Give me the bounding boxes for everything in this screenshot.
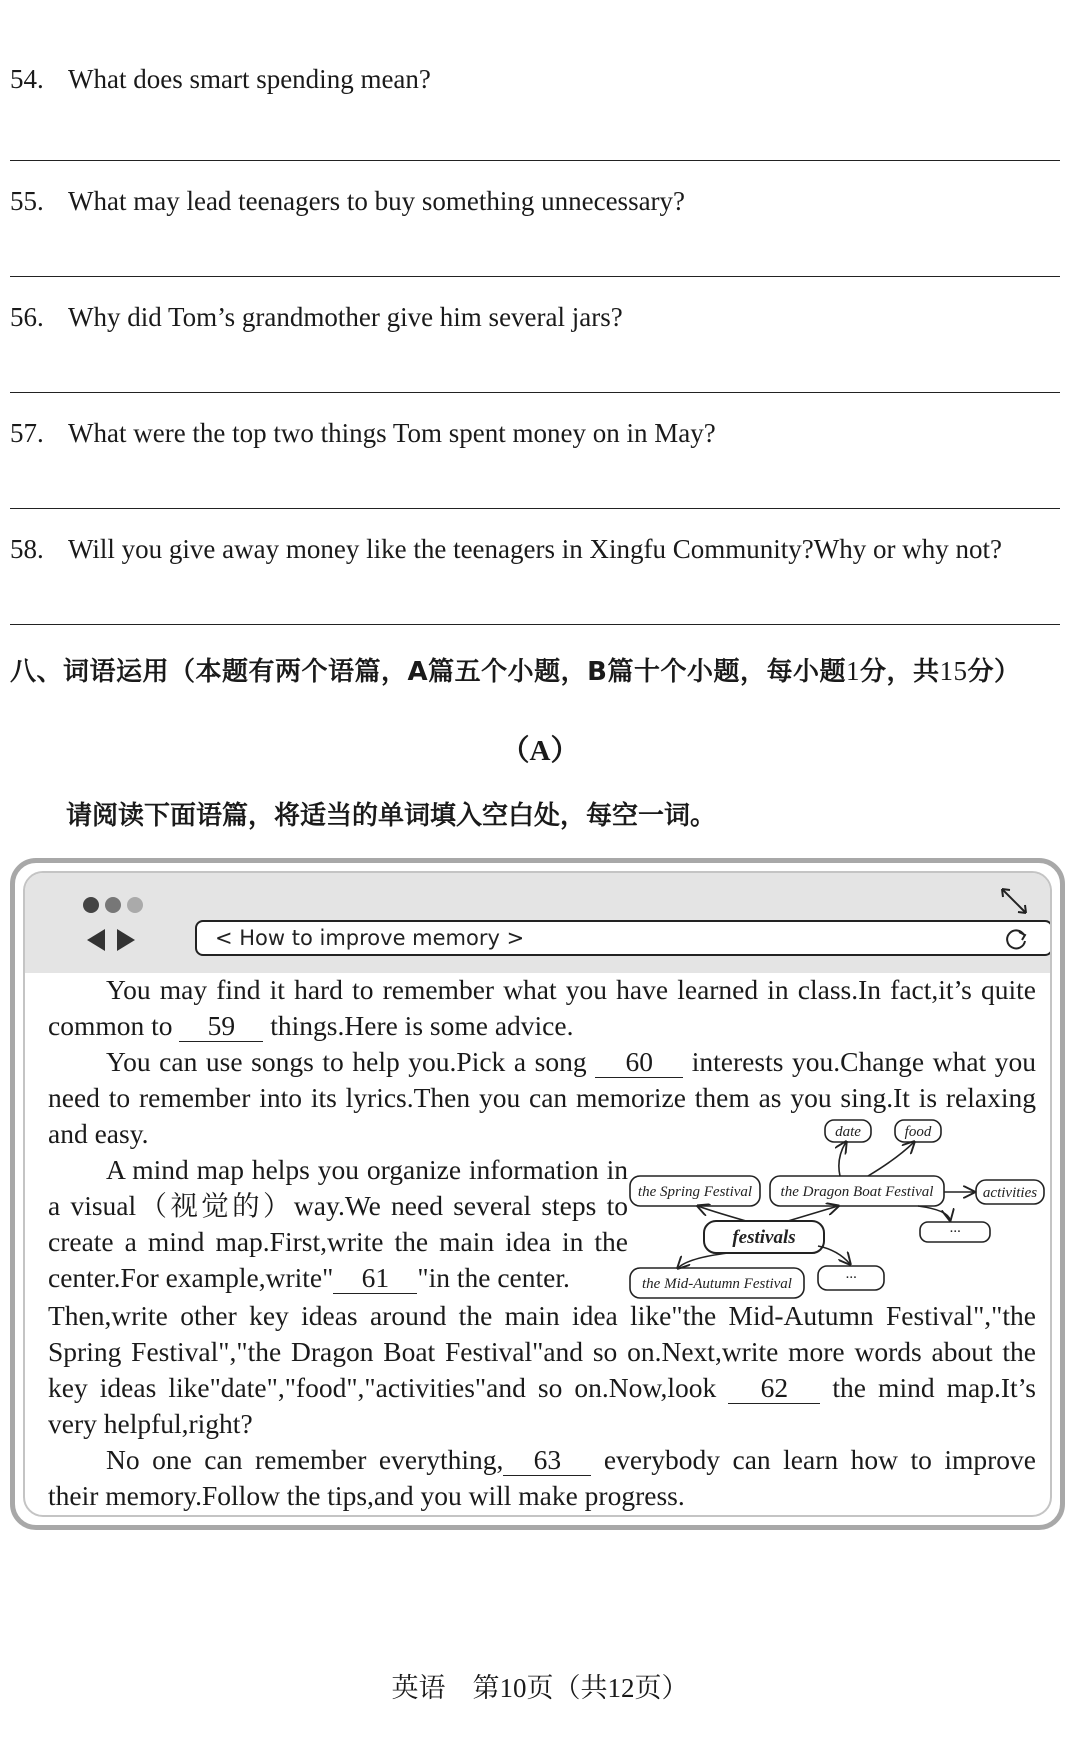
question-number: 57.	[10, 418, 44, 448]
mm-label-spring: the Spring Festival	[637, 1184, 753, 1200]
passage-text: A mind map helps you organize information in a visual（视觉的）way.We need several steps to create a mind map.First,write the main idea in the center.For example,write"	[48, 1154, 628, 1293]
blank-number: 62	[760, 1372, 789, 1403]
question-57	[10, 418, 716, 448]
part-label: （A）	[500, 735, 580, 767]
question-number: 58.	[10, 534, 44, 564]
page-footer: 英语 第10页（共12页）	[391, 1673, 689, 1703]
passage-text: everybody can learn how to improve their memory.Follow the tips,and you will make progress.	[48, 1444, 1036, 1511]
blank-number: 60	[625, 1046, 653, 1077]
blank-60[interactable]	[595, 1047, 683, 1078]
mm-label-more: ···	[845, 1270, 857, 1286]
section-title-suffix: 分）	[967, 657, 1021, 687]
blank-number: 63	[533, 1444, 562, 1475]
mind-map	[628, 1118, 1048, 1304]
section-title-total: 15	[939, 656, 968, 686]
window-dot-icon[interactable]	[127, 897, 143, 913]
address-text: < How to improve memory >	[215, 926, 525, 950]
paragraph-4	[48, 1442, 1036, 1514]
question-text: Why did Tom’s grandmother give him several jars?	[68, 302, 623, 332]
window-dot-icon[interactable]	[83, 897, 99, 913]
answer-line-55[interactable]	[10, 276, 1060, 277]
browser-toolbar	[25, 873, 1050, 973]
question-text: What does smart spending mean?	[68, 64, 431, 94]
blank-number: 61	[361, 1262, 390, 1293]
blank-61[interactable]	[333, 1263, 417, 1294]
passage-text: You may find it hard to remember what you have learned in class.In fact,it’s quite common to	[48, 974, 1036, 1041]
question-56	[10, 302, 623, 332]
answer-line-54[interactable]	[10, 160, 1060, 161]
mm-label-food: food	[904, 1124, 932, 1140]
question-54	[10, 64, 431, 94]
blank-62[interactable]	[728, 1373, 820, 1404]
question-text: Will you give away money like the teenagers in Xingfu Community?Why or why not?	[68, 534, 1002, 564]
answer-line-56[interactable]	[10, 392, 1060, 393]
answer-line-58[interactable]	[10, 624, 1060, 625]
question-number: 56.	[10, 302, 44, 332]
question-number: 54.	[10, 64, 44, 94]
mm-label-mid: the Mid-Autumn Festival	[642, 1276, 792, 1292]
resize-icon[interactable]	[996, 883, 1032, 919]
blank-59[interactable]	[179, 1011, 263, 1042]
paragraph-1	[48, 972, 1036, 1044]
passage-text: interests you.Change what you need to remember into its lyrics.Then you can memorize them as you sing.It is relaxing and easy.	[48, 1046, 1036, 1149]
window-dot-icon[interactable]	[105, 897, 121, 913]
passage-text: "in the center.	[417, 1262, 570, 1293]
passage-text: You can use songs to help you.Pick a song	[106, 1046, 587, 1077]
passage-text: the mind map.It’s very helpful,right?	[48, 1372, 1037, 1439]
passage-text: Then,write other key ideas around the main idea like"the Mid-Autumn Festival","the Spring Festival","the Dragon Boat Festival"and so on.Next,write more words about the key ideas like"date","food","activities"and so on.Now,look	[48, 1300, 1036, 1403]
section-title-mid: 分，共	[859, 657, 940, 687]
question-58	[10, 534, 1002, 564]
paragraph-3-right	[48, 1298, 1036, 1442]
mm-label-dragon: the Dragon Boat Festival	[780, 1184, 934, 1200]
instruction: 请阅读下面语篇，将适当的单词填入空白处，每空一词。	[66, 801, 717, 831]
section-title-score: 1	[845, 656, 860, 686]
paragraph-3-left	[48, 1152, 628, 1296]
question-text: What may lead teenagers to buy something unnecessary?	[68, 186, 686, 216]
section-title-prefix: 八、词语运用（本题有两个语篇，A篇五个小题，B篇十个小题，每小题	[10, 657, 846, 687]
address-bar[interactable]	[195, 920, 1052, 956]
back-arrow-icon[interactable]	[87, 929, 105, 951]
mm-label-more: ···	[949, 1224, 961, 1240]
section-title	[10, 651, 1020, 688]
blank-63[interactable]	[503, 1445, 591, 1476]
mm-label-center: festivals	[732, 1227, 796, 1248]
question-55	[10, 186, 685, 216]
mm-label-activities: activities	[982, 1185, 1038, 1201]
question-text: What were the top two things Tom spent money on in May?	[68, 418, 716, 448]
forward-arrow-icon[interactable]	[117, 929, 135, 951]
mm-label-date: date	[835, 1124, 861, 1140]
passage-text: things.Here is some advice.	[270, 1010, 574, 1041]
answer-line-57[interactable]	[10, 508, 1060, 509]
reload-icon[interactable]	[1005, 927, 1029, 951]
passage-text: No one can remember everything,	[106, 1444, 504, 1475]
blank-number: 59	[207, 1010, 236, 1041]
question-number: 55.	[10, 186, 44, 216]
